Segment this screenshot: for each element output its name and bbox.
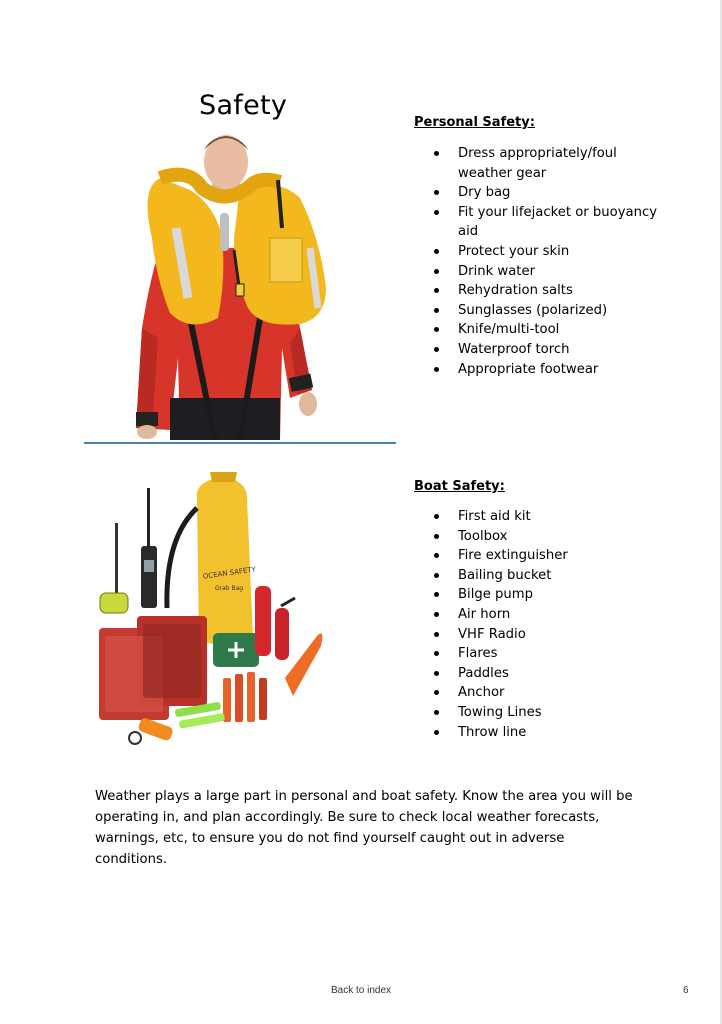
weather-paragraph: Weather plays a large part in personal and boat safety. Know the area you will be operating in, and plan accordingly. Be sure to check local weather forecasts, warnings, etc, to ensure you do not find yourself caught out in adverse conditions. (95, 789, 633, 867)
list-item: Fire extinguisher (434, 546, 664, 566)
list-item: Dress appropriately/foul weather gear (434, 144, 664, 183)
list-item: Air horn (434, 605, 664, 625)
list-item: Drink water (434, 262, 664, 282)
list-item: VHF Radio (434, 625, 664, 645)
list-item: Dry bag (434, 183, 664, 203)
list-item: Waterproof torch (434, 340, 664, 360)
list-item: Towing Lines (434, 703, 664, 723)
boat-safety-heading: Boat Safety: (414, 479, 505, 494)
back-to-index-label[interactable]: Back to index (330, 985, 392, 996)
list-item: Bilge pump (434, 585, 664, 605)
drybag-sublabel: Grab Bag (215, 585, 244, 592)
list-item: Bailing bucket (434, 566, 664, 586)
page-title: Safety (199, 90, 288, 121)
back-to-index-link[interactable] (0, 985, 722, 996)
list-item: Appropriate footwear (434, 360, 664, 380)
list-item: Anchor (434, 683, 664, 703)
page-number: 6 (683, 985, 689, 996)
list-item: First aid kit (434, 507, 664, 527)
drybag-label: OCEAN SAFETY (202, 565, 257, 581)
list-item: Toolbox (434, 527, 664, 547)
lifejacket-photo (130, 128, 340, 440)
list-item: Protect your skin (434, 242, 664, 262)
list-item: Rehydration salts (434, 281, 664, 301)
list-item: Paddles (434, 664, 664, 684)
list-item: Throw line (434, 723, 664, 743)
section-divider (84, 442, 396, 444)
list-item: Sunglasses (polarized) (434, 301, 664, 321)
personal-safety-list (434, 144, 664, 379)
list-item: Fit your lifejacket or buoyancy aid (434, 203, 664, 242)
list-item: Flares (434, 644, 664, 664)
boat-safety-equipment-photo (95, 468, 335, 758)
boat-safety-list (434, 507, 664, 742)
personal-safety-heading: Personal Safety: (414, 115, 535, 130)
list-item: Knife/multi-tool (434, 320, 664, 340)
